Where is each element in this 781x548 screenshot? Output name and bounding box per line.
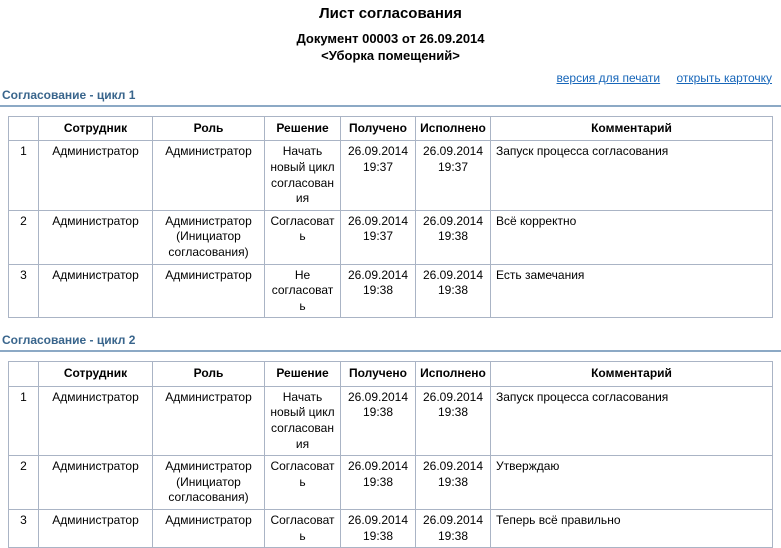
cycle-1-section-title: Согласование - цикл 1 [0, 86, 781, 107]
col-header-decision: Решение [265, 116, 341, 141]
row-number: 1 [9, 141, 39, 210]
print-version-link[interactable]: версия для печати [556, 70, 661, 85]
document-subject-line: <Уборка помещений> [321, 47, 460, 63]
received-cell: 26.09.2014 19:37 [341, 210, 416, 264]
page-header [0, 0, 781, 64]
col-header-received: Получено [341, 116, 416, 141]
table-row [9, 386, 773, 455]
table-row [9, 456, 773, 510]
decision-cell: Согласовать [265, 456, 341, 510]
decision-cell: Не согласовать [265, 264, 341, 318]
col-header-executed: Исполнено [416, 116, 491, 141]
table-header-row [9, 362, 773, 387]
received-cell: 26.09.2014 19:38 [341, 386, 416, 455]
received-cell: 26.09.2014 19:37 [341, 141, 416, 210]
approval-table-cycle-1 [8, 116, 773, 319]
employee-cell: Администратор [39, 141, 153, 210]
decision-cell: Начать новый цикл согласования [265, 386, 341, 455]
cycle-1-section [0, 86, 781, 319]
comment-cell: Запуск процесса согласования [491, 386, 773, 455]
col-header-role: Роль [153, 116, 265, 141]
comment-cell: Есть замечания [491, 264, 773, 318]
table-row [9, 210, 773, 264]
col-header-num [9, 116, 39, 141]
col-header-role: Роль [153, 362, 265, 387]
table-row [9, 264, 773, 318]
comment-cell: Запуск процесса согласования [491, 141, 773, 210]
employee-cell: Администратор [39, 510, 153, 548]
row-number: 2 [9, 210, 39, 264]
decision-cell: Согласовать [265, 210, 341, 264]
row-number: 2 [9, 456, 39, 510]
role-cell: Администратор [153, 386, 265, 455]
executed-cell: 26.09.2014 19:38 [416, 264, 491, 318]
col-header-decision: Решение [265, 362, 341, 387]
row-number: 3 [9, 510, 39, 548]
employee-cell: Администратор [39, 264, 153, 318]
col-header-received: Получено [341, 362, 416, 387]
table-row [9, 141, 773, 210]
table-header-row [9, 116, 773, 141]
cycle-2-section [0, 331, 781, 548]
role-cell: Администратор (Инициатор согласования) [153, 456, 265, 510]
approval-table-cycle-2 [8, 361, 773, 548]
col-header-employee: Сотрудник [39, 116, 153, 141]
employee-cell: Администратор [39, 210, 153, 264]
row-number: 3 [9, 264, 39, 318]
received-cell: 26.09.2014 19:38 [341, 510, 416, 548]
document-number-line: Документ 00003 от 26.09.2014 [296, 31, 485, 47]
executed-cell: 26.09.2014 19:38 [416, 510, 491, 548]
action-links [0, 64, 781, 86]
cycle-2-section-title: Согласование - цикл 2 [0, 331, 781, 352]
role-cell: Администратор (Инициатор согласования) [153, 210, 265, 264]
comment-cell: Теперь всё правильно [491, 510, 773, 548]
decision-cell: Начать новый цикл согласования [265, 141, 341, 210]
page-title: Лист согласования [319, 5, 462, 22]
table-row [9, 510, 773, 548]
col-header-comment: Комментарий [491, 362, 773, 387]
role-cell: Администратор [153, 141, 265, 210]
executed-cell: 26.09.2014 19:38 [416, 210, 491, 264]
role-cell: Администратор [153, 264, 265, 318]
executed-cell: 26.09.2014 19:38 [416, 456, 491, 510]
decision-cell: Согласовать [265, 510, 341, 548]
role-cell: Администратор [153, 510, 265, 548]
open-card-link[interactable]: открыть карточку [676, 70, 772, 85]
received-cell: 26.09.2014 19:38 [341, 456, 416, 510]
received-cell: 26.09.2014 19:38 [341, 264, 416, 318]
row-number: 1 [9, 386, 39, 455]
executed-cell: 26.09.2014 19:38 [416, 386, 491, 455]
executed-cell: 26.09.2014 19:37 [416, 141, 491, 210]
col-header-comment: Комментарий [491, 116, 773, 141]
col-header-num [9, 362, 39, 387]
comment-cell: Всё корректно [491, 210, 773, 264]
employee-cell: Администратор [39, 456, 153, 510]
comment-cell: Утверждаю [491, 456, 773, 510]
employee-cell: Администратор [39, 386, 153, 455]
col-header-executed: Исполнено [416, 362, 491, 387]
col-header-employee: Сотрудник [39, 362, 153, 387]
